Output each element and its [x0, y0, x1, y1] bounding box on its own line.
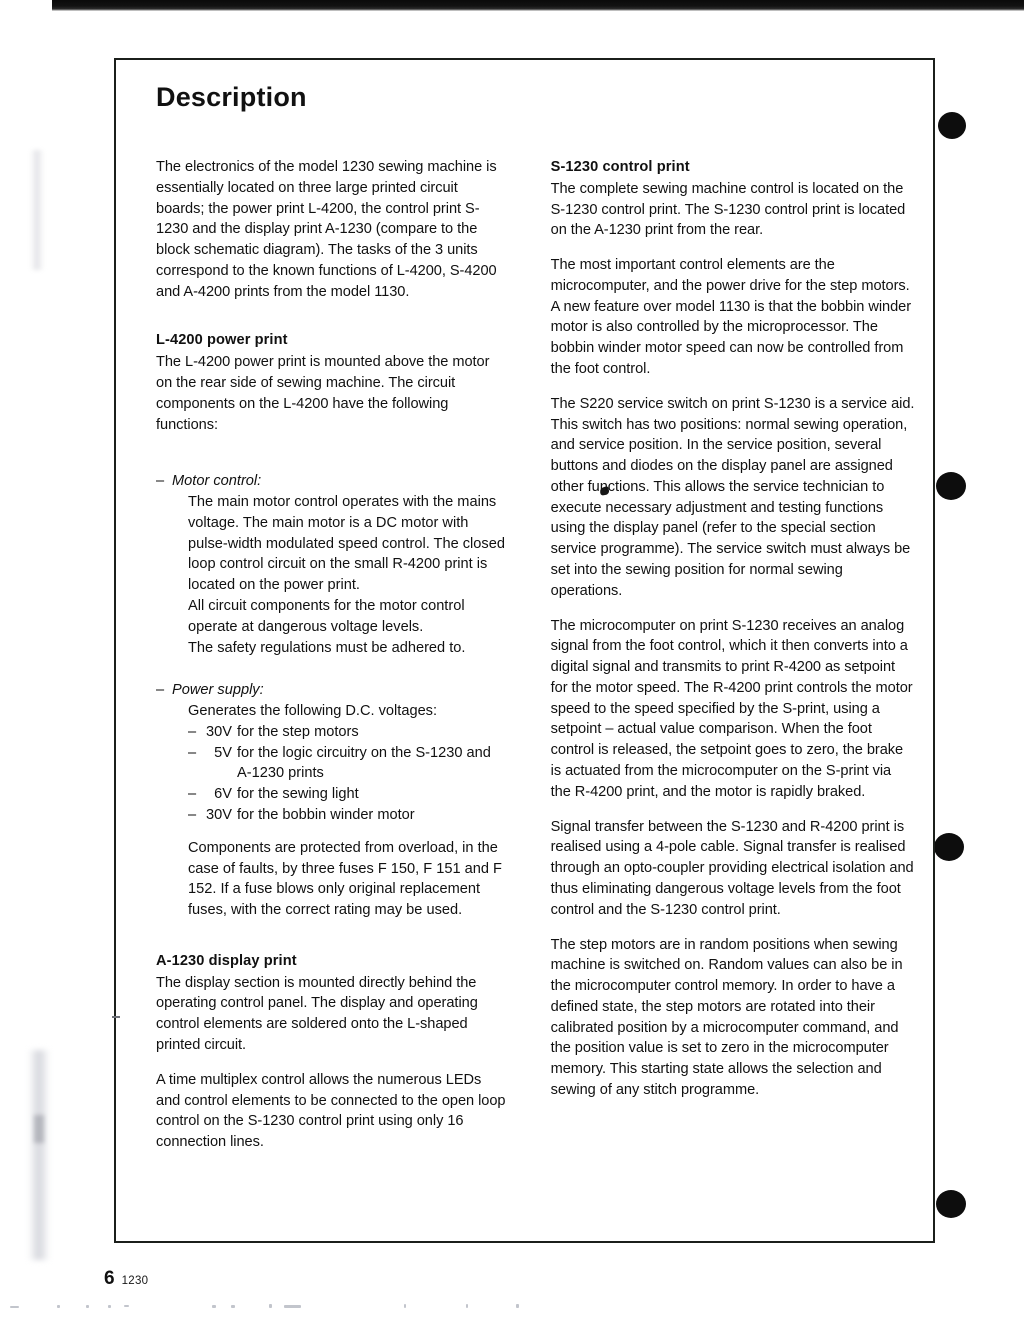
motor-control-body	[172, 471, 509, 658]
power-supply-detail	[188, 701, 509, 921]
binding-punch-mark-2	[936, 472, 966, 500]
page-title: Description	[156, 82, 307, 112]
s1230-paragraph-5: Signal transfer between the S-1230 and R-4200 print is realised using a 4-pole cable. Signal transfer is realised through an opto-coupler providing electrical isolation and thus eliminating dangerous voltage levels from the foot control and the S-1230 control print.	[550, 818, 914, 918]
heading-l4200-power-print: L-4200 power print	[156, 332, 288, 349]
intro-paragraph: The electronics of the model 1230 sewing machine is essentially located on three large printed circuit boards; the power print L-4200, the control print S-1230 and the display print A-1230 (compare to the block schematic diagram). The tasks of the 3 units correspond to the known functions of L-4200, S-4200 and A-4200 prints from the model 1130.	[156, 159, 497, 300]
voltage-description: for the sewing light	[237, 786, 359, 803]
motor-control-detail	[188, 492, 509, 658]
l4200-intro-paragraph: The L-4200 power print is mounted above the motor on the rear side of sewing machine. The circuit components on the L-4200 have the following functions:	[156, 354, 490, 433]
motor-control-para-1: The main motor control operates with the mains voltage. The main motor is a DC motor with pulse-width modulated speed control. The closed loop control circuit on the small R-4200 print is located on the power print.	[188, 494, 505, 594]
voltage-value: 6V	[214, 786, 232, 803]
s1230-paragraph-6: The step motors are in random positions when sewing machine is switched on. Random values can also be in the microcomputer control memory. In order to have a defined state, the step motors are rotated into their calibrated position by a microcomputer command, and the position value is set to zero in the microcomputer memory. This starting state allows the selection and sewing of any stitch programme.	[550, 936, 903, 1098]
two-column-body	[142, 157, 915, 1167]
voltage-value: 30V	[206, 807, 232, 824]
power-supply-lead: Generates the following D.C. voltages:	[188, 703, 438, 720]
s1230-paragraph-3: The S220 service switch on print S-1230 is a service aid. This switch has two positions: normal sewing operation, and service position. In the service position, several buttons and diodes on the display panel are assigned other functions. This allows the service technician to execute necessary adjustment and testing functions using the display panel (refer to the special section service programme). The service switch must always be set into the sewing position for normal sewing operations.	[550, 395, 915, 599]
dash-bullet-icon: –	[188, 786, 197, 803]
s1230-paragraph-2: The most important control elements are the microcomputer, and the power drive for the step motors. A new feature over model 1130 is that the bobbin winder motor is also controlled by the microprocessor. The bobbin winder motor speed can now be controlled from the foot control.	[550, 257, 912, 377]
scan-top-edge-band	[0, 0, 1024, 11]
content-area	[142, 82, 915, 1167]
voltage-description: for the step motors	[237, 723, 359, 740]
spacer	[156, 921, 509, 951]
dash-bullet-icon: –	[156, 473, 165, 490]
dash-bullet-icon: –	[188, 723, 197, 740]
voltage-list-item	[188, 805, 509, 826]
scan-smudge-lower-left-dark	[34, 1115, 44, 1143]
page-content-frame	[114, 58, 935, 1243]
spacer	[156, 658, 509, 680]
margin-dash-artifact	[112, 1016, 120, 1018]
right-column	[551, 157, 915, 1167]
power-supply-item	[156, 680, 509, 921]
voltage-list-item	[188, 743, 509, 785]
left-column	[156, 157, 509, 1167]
spacer	[156, 449, 509, 471]
voltage-list-item	[188, 722, 509, 743]
footer-page-number: 6	[104, 1268, 115, 1289]
voltage-list-item	[188, 784, 509, 805]
s1230-paragraph-4: The microcomputer on print S-1230 receives an analog signal from the foot control, which it then converts into a digital signal and transmits to print R-4200 as setpoint for the motor speed. The R-4200 print controls the motor speed to the speed specified by the S-print, using a setpoint – actual value comparison. When the foot control is released, the setpoint goes to zero, the brake is actuated from the microcomputer on the S-print via the R-4200 print, and the motor is rapidly braked.	[550, 617, 913, 800]
heading-s1230-control-print: S-1230 control print	[550, 159, 690, 175]
voltage-value: 30V	[206, 723, 232, 740]
dash-bullet-icon: –	[188, 744, 197, 761]
motor-control-para-2: All circuit components for the motor control operate at dangerous voltage levels.	[188, 598, 465, 635]
a1230-paragraph-2: A time multiplex control allows the numerous LEDs and control elements to be connected to the open loop control on the S-1230 control print using only 16 connection lines.	[156, 1071, 506, 1151]
s1230-paragraph-1: The complete sewing machine control is located on the S-1230 control print. The S-1230 control print is located on the A-1230 print from the rear.	[550, 180, 906, 239]
power-supply-body	[172, 680, 509, 921]
motor-control-para-3: The safety regulations must be adhered to.	[188, 639, 466, 656]
power-supply-title: Power supply:	[172, 682, 264, 699]
motor-control-title: Motor control:	[172, 473, 262, 490]
motor-control-item	[156, 471, 509, 658]
heading-a1230-display-print: A-1230 display print	[156, 952, 297, 969]
power-supply-closing: Components are protected from overload, in the case of faults, by three fuses F 150, F 151 and F 152. If a fuse blows only original replacement fuses, with the correct rating may be used.	[188, 839, 502, 919]
binding-punch-mark-1	[938, 112, 966, 139]
binding-punch-mark-4	[936, 1190, 966, 1218]
a1230-paragraph-1: The display section is mounted directly behind the operating control panel. The display and operating control elements are soldered onto the L-shaped printed circuit.	[156, 974, 478, 1053]
page-footer	[104, 1268, 148, 1290]
scan-smudge-upper-left	[30, 150, 44, 270]
binding-punch-mark-3	[934, 833, 964, 861]
footer-model-number: 1230	[121, 1275, 149, 1287]
voltage-value: 5V	[214, 744, 232, 761]
scan-bottom-specks	[0, 1300, 1024, 1314]
dash-bullet-icon: –	[188, 807, 197, 824]
voltage-list	[188, 722, 509, 826]
spacer	[156, 316, 509, 330]
voltage-description: for the logic circuitry on the S-1230 and A-1230 prints	[237, 744, 491, 782]
scan-smudge-lower-left	[28, 1050, 50, 1260]
dash-bullet-icon: –	[156, 682, 165, 699]
voltage-description: for the bobbin winder motor	[237, 807, 415, 824]
